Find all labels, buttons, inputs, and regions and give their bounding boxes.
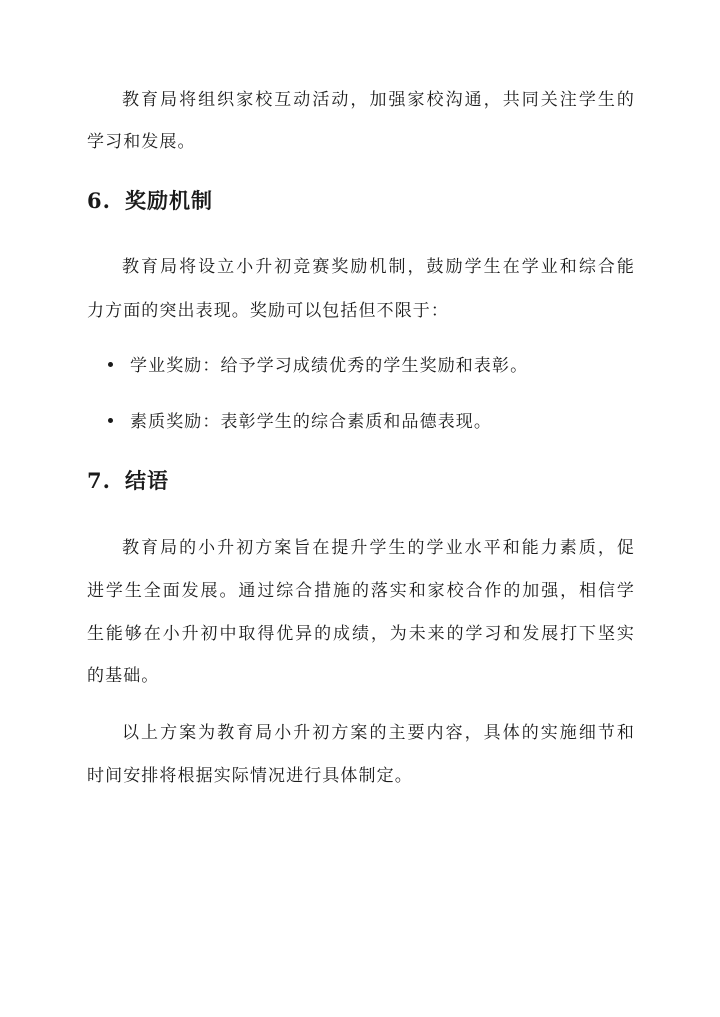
section-6-paragraph-line-1: 教育局将设立小升初竞赛奖励机制，鼓励学生在学业和综合能: [122, 257, 635, 277]
section-7-paragraph-2-line-2: 时间安排将根据实际情况进行具体制定。: [87, 766, 413, 786]
section-7-title: 结语: [125, 468, 169, 493]
section-7-heading: [87, 468, 169, 494]
bullet-icon: [108, 362, 113, 367]
list-item: [108, 411, 492, 433]
bullet-text: 学业奖励：给予学习成绩优秀的学生奖励和表彰。: [130, 356, 529, 376]
intro-line-2: 学习和发展。: [87, 132, 196, 152]
section-7-paragraph-1-line-4: 的基础。: [87, 666, 160, 686]
section-6-title: 奖励机制: [125, 188, 213, 213]
intro-line-1: 教育局将组织家校互动活动，加强家校沟通，共同关注学生的: [122, 90, 635, 110]
section-7-paragraph-1-line-1: 教育局的小升初方案旨在提升学生的学业水平和能力素质，促: [122, 538, 635, 558]
section-6-paragraph-line-2: 力方面的突出表现。奖励可以包括但不限于：: [87, 301, 449, 321]
section-7-paragraph-1-line-3: 生能够在小升初中取得优异的成绩，为未来的学习和发展打下坚实: [87, 624, 635, 644]
section-7-paragraph-2-line-1: 以上方案为教育局小升初方案的主要内容，具体的实施细节和: [122, 723, 635, 743]
bullet-icon: [108, 418, 113, 423]
bullet-text: 素质奖励：表彰学生的综合素质和品德表现。: [130, 412, 492, 432]
section-7-paragraph-1-line-2: 进学生全面发展。通过综合措施的落实和家校合作的加强，相信学: [87, 581, 635, 601]
section-6-heading: [87, 188, 213, 214]
section-7-number: 7.: [87, 468, 111, 493]
section-6-number: 6.: [87, 188, 111, 213]
list-item: [108, 355, 528, 377]
